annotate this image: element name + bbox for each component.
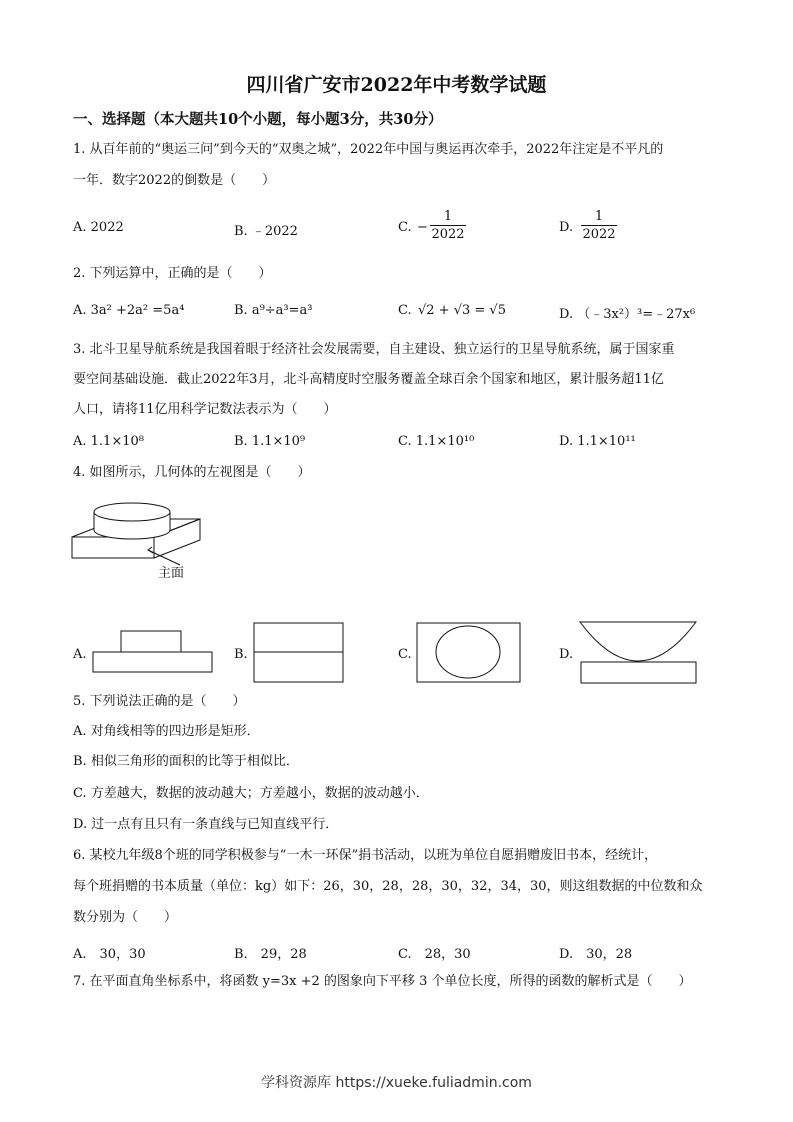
q1-option-c-sign: − xyxy=(417,220,428,235)
q4-option-d-figure xyxy=(578,620,700,686)
fraction-bar xyxy=(581,225,617,226)
q1-option-c-numerator: 1 xyxy=(443,209,453,224)
cylinder-top xyxy=(94,503,170,521)
q1-option-c-fraction xyxy=(430,209,466,242)
q6-stem-line1: 6. 某校九年级8个班的同学积极参与“一木一环保”捐书活动，以班为单位自愿捐赠废旧书本，经统计， xyxy=(73,848,658,863)
front-arrow-head xyxy=(148,547,153,553)
q3-option-b: B. 1.1×10⁹ xyxy=(234,434,306,449)
q1-option-c-denominator: 2022 xyxy=(431,227,465,242)
q1-option-c-label: C. xyxy=(398,220,412,235)
q1-stem-line1: 1. 从百年前的“奥运三问”到今天的“双奥之城”，2022年中国与奥运再次牵手，2022年注定是不平凡的 xyxy=(73,142,664,157)
q6-stem-line2: 每个班捐赠的书本质量（单位：kg）如下：26，30，28，28，30，32，34，30，则这组数据的中位数和众 xyxy=(73,879,703,894)
q2-option-b: B. a⁹÷a³=a³ xyxy=(234,303,313,318)
q2-option-c-expression: √2 + √3 = √5 xyxy=(418,303,506,318)
q5-stem: 5. 下列说法正确的是（ ） xyxy=(73,694,246,709)
q5-option-c: C. 方差越大，数据的波动越大；方差越小，数据的波动越小． xyxy=(73,786,429,801)
q2-option-a: A. 3a² +2a² =5a⁴ xyxy=(73,303,185,318)
q4-option-a-figure xyxy=(92,630,214,674)
q2-option-c-label: C. xyxy=(398,303,412,318)
q6-stem-line3: 数分别为（ ） xyxy=(73,910,178,925)
q1-option-d-denominator: 2022 xyxy=(582,227,616,242)
block-front-face xyxy=(72,537,154,558)
q1-option-b: B. ﹣2022 xyxy=(234,224,298,239)
q2-stem: 2. 下列运算中，正确的是（ ） xyxy=(73,266,272,281)
q7-stem: 7. 在平面直角坐标系中，将函数 y=3x +2 的图象向下平移 3 个单位长度，所得的函数的解析式是（ ） xyxy=(73,974,692,989)
q3-stem-line1: 3. 北斗卫星导航系统是我国着眼于经济社会发展需要，自主建设、独立运行的卫星导航系统，属于国家重 xyxy=(73,342,675,357)
q3-option-c: C. 1.1×10¹⁰ xyxy=(398,434,475,449)
q3-option-a: A. 1.1×10⁸ xyxy=(73,434,144,449)
footer-watermark: 学科资源库 https://xueke.fuliadmin.com xyxy=(261,1075,532,1091)
q1-option-a: A. 2022 xyxy=(73,220,124,235)
q6-option-b: B. 29，28 xyxy=(234,947,307,962)
q4-option-b-figure xyxy=(253,622,345,684)
q1-option-d-fraction xyxy=(581,209,617,242)
q1-option-d-label: D. xyxy=(559,220,574,235)
q4-option-c-figure xyxy=(416,622,522,684)
q1-option-d-numerator: 1 xyxy=(594,209,604,224)
q6-option-c: C. 28，30 xyxy=(398,947,471,962)
q4-option-b-label: B. xyxy=(234,647,248,662)
q5-option-a: A. 对角线相等的四边形是矩形． xyxy=(73,724,260,739)
fraction-bar xyxy=(430,225,466,226)
q4-stem: 4. 如图所示，几何体的左视图是（ ） xyxy=(73,465,311,480)
q1-stem-line2: 一年．数字2022的倒数是（ ） xyxy=(73,173,276,188)
q5-option-d: D. 过一点有且只有一条直线与已知直线平行． xyxy=(73,817,339,832)
q5-option-b: B. 相似三角形的面积的比等于相似比． xyxy=(73,754,299,769)
q6-option-a: A. 30，30 xyxy=(73,947,146,962)
q4-option-a-label: A. xyxy=(73,647,87,662)
q3-option-d: D. 1.1×10¹¹ xyxy=(559,434,636,449)
section-heading: 一、选择题（本大题共10个小题，每小题3分，共30分） xyxy=(73,111,443,128)
q3-stem-line3: 人口，请将11亿用科学记数法表示为（ ） xyxy=(73,402,337,417)
q4-solid-figure xyxy=(68,490,218,585)
q6-option-d: D. 30，28 xyxy=(559,947,633,962)
q4-front-label: 主面 xyxy=(158,566,185,581)
q2-option-d: D. （﹣3x²）³=﹣27x⁶ xyxy=(559,307,696,322)
q4-option-d-label: D. xyxy=(559,647,574,662)
page-title: 四川省广安市2022年中考数学试题 xyxy=(246,74,547,96)
q4-option-c-label: C. xyxy=(398,647,412,662)
q3-stem-line2: 要空间基础设施．截止2022年3月，北斗高精度时空服务覆盖全球百余个国家和地区，累计服务超11亿 xyxy=(73,372,664,387)
